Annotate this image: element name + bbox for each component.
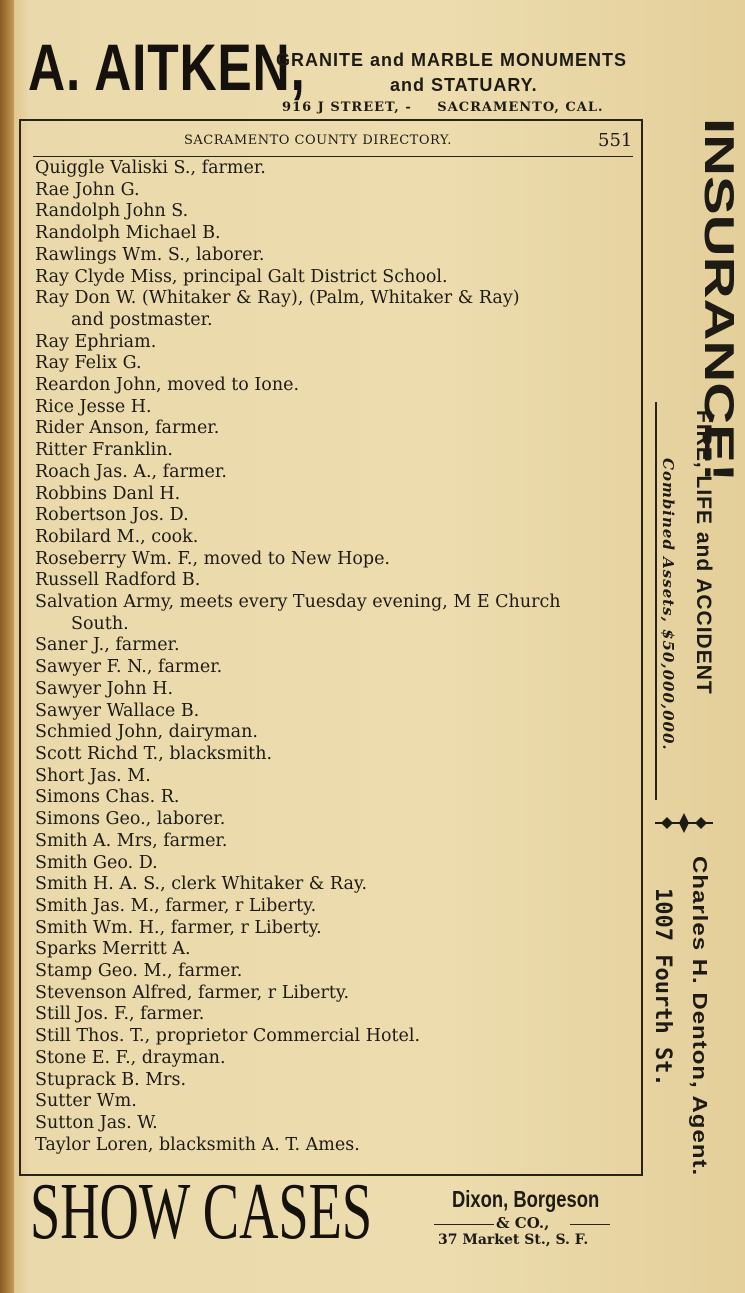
- directory-entry: Smith Geo. D.: [35, 852, 158, 873]
- directory-entry: Simons Geo., laborer.: [35, 809, 226, 830]
- directory-entry: Robertson Jos. D.: [35, 505, 189, 526]
- right-ad-lines: FIRE, LIFE and ACCIDENT: [692, 410, 715, 695]
- right-ad-rule: [655, 402, 657, 800]
- directory-entry: Ray Felix G.: [35, 353, 142, 374]
- directory-entry: Roseberry Wm. F., moved to New Hope.: [35, 548, 390, 569]
- directory-entry: Saner J., farmer.: [35, 635, 180, 656]
- directory-entry: Rae John G.: [35, 179, 140, 200]
- directory-entry: Rawlings Wm. S., laborer.: [35, 244, 265, 265]
- directory-entries: [35, 158, 635, 1156]
- directory-entry: Smith A. Mrs, farmer.: [35, 830, 228, 851]
- top-ad-line2: and STATUARY.: [390, 75, 538, 95]
- directory-entry: Sawyer Wallace B.: [35, 700, 200, 721]
- directory-entry: Smith Wm. H., farmer, r Liberty.: [35, 917, 322, 938]
- directory-entry: Reardon John, moved to Ione.: [35, 375, 300, 396]
- directory-entry: Stone E. F., drayman.: [35, 1047, 226, 1068]
- directory-entry: Sawyer John H.: [35, 678, 174, 699]
- directory-entry: Rice Jesse H.: [35, 396, 152, 417]
- page-header-title: SACRAMENTO COUNTY DIRECTORY.: [184, 133, 452, 148]
- top-ad-name: A. AITKEN,: [28, 30, 306, 104]
- directory-entry: Short Jas. M.: [35, 765, 151, 786]
- directory-entry: Quiggle Valiski S., farmer.: [35, 158, 266, 178]
- directory-entry: Ritter Franklin.: [35, 440, 173, 461]
- top-ad-address-line: [282, 100, 604, 115]
- bottom-ad-rule-right: [570, 1224, 610, 1225]
- directory-entry: Still Thos. T., proprietor Commercial Hotel.: [35, 1026, 421, 1047]
- directory-entry: Randolph John S.: [35, 201, 189, 222]
- directory-entry: Still Jos. F., farmer.: [35, 1004, 205, 1025]
- directory-entry: Schmied John, dairyman.: [35, 722, 258, 743]
- right-ad-assets: Combined Assets, $50,000,000.: [659, 458, 677, 751]
- page-number: 551: [598, 130, 633, 151]
- directory-entry: Sutter Wm.: [35, 1091, 137, 1112]
- directory-entry: Sparks Merritt A.: [35, 939, 191, 960]
- directory-entry: Stevenson Alfred, farmer, r Liberty.: [35, 982, 350, 1003]
- directory-entry: Stamp Geo. M., farmer.: [35, 961, 243, 982]
- book-spine-edge: [0, 0, 14, 1293]
- directory-entry: Sawyer F. N., farmer.: [35, 657, 223, 678]
- directory-entry: Roach Jas. A., farmer.: [35, 461, 227, 482]
- right-ad: [647, 118, 745, 1218]
- right-ad-headline: INSURANCE!: [695, 118, 743, 483]
- directory-entry: Randolph Michael B.: [35, 223, 221, 244]
- top-ad-city: SACRAMENTO, CAL.: [437, 100, 604, 115]
- directory-entry: Smith Jas. M., farmer, r Liberty.: [35, 895, 317, 916]
- directory-entry: Ray Don W. (Whitaker & Ray), (Palm, Whitaker & Ray): [35, 288, 520, 309]
- right-ad-agent: Charles H. Denton, Agent.: [688, 856, 711, 1177]
- right-ad-address: 1007 Fourth St.: [650, 888, 675, 1087]
- directory-entry: Rider Anson, farmer.: [35, 418, 220, 439]
- bottom-ad-headline: SHOW CASES: [30, 1168, 373, 1256]
- directory-entry: Salvation Army, meets every Tuesday evening, M E Church: [35, 592, 561, 613]
- bottom-ad-company: Dixon, Borgeson: [452, 1186, 600, 1212]
- bottom-ad-rule-left: [434, 1224, 494, 1225]
- directory-entry: Smith H. A. S., clerk Whitaker & Ray.: [35, 874, 368, 895]
- directory-entry: Simons Chas. R.: [35, 787, 180, 808]
- ornament-icon: [653, 812, 715, 834]
- directory-entry: Russell Radford B.: [35, 570, 201, 591]
- directory-entry: Sutton Jas. W.: [35, 1112, 158, 1133]
- bottom-ad-company-suffix: & CO.,: [496, 1214, 550, 1232]
- top-ad-line1: GRANITE and MARBLE MONUMENTS: [276, 50, 627, 70]
- directory-entry: Scott Richd T., blacksmith.: [35, 743, 273, 764]
- bottom-ad-address: 37 Market St., S. F.: [438, 1232, 589, 1248]
- directory-entry-continuation: and postmaster.: [71, 309, 213, 330]
- header-rule: [33, 156, 633, 157]
- directory-entry: Robbins Danl H.: [35, 483, 181, 504]
- directory-entry-continuation: South.: [71, 613, 129, 634]
- directory-entry: Ray Clyde Miss, principal Galt District School.: [35, 266, 448, 287]
- directory-entry: Robilard M., cook.: [35, 526, 199, 547]
- directory-entry: Stuprack B. Mrs.: [35, 1069, 187, 1090]
- directory-entry: Ray Ephriam.: [35, 331, 157, 352]
- top-ad-address: 916 J STREET, -: [282, 100, 412, 115]
- directory-entry: Taylor Loren, blacksmith A. T. Ames.: [35, 1134, 360, 1155]
